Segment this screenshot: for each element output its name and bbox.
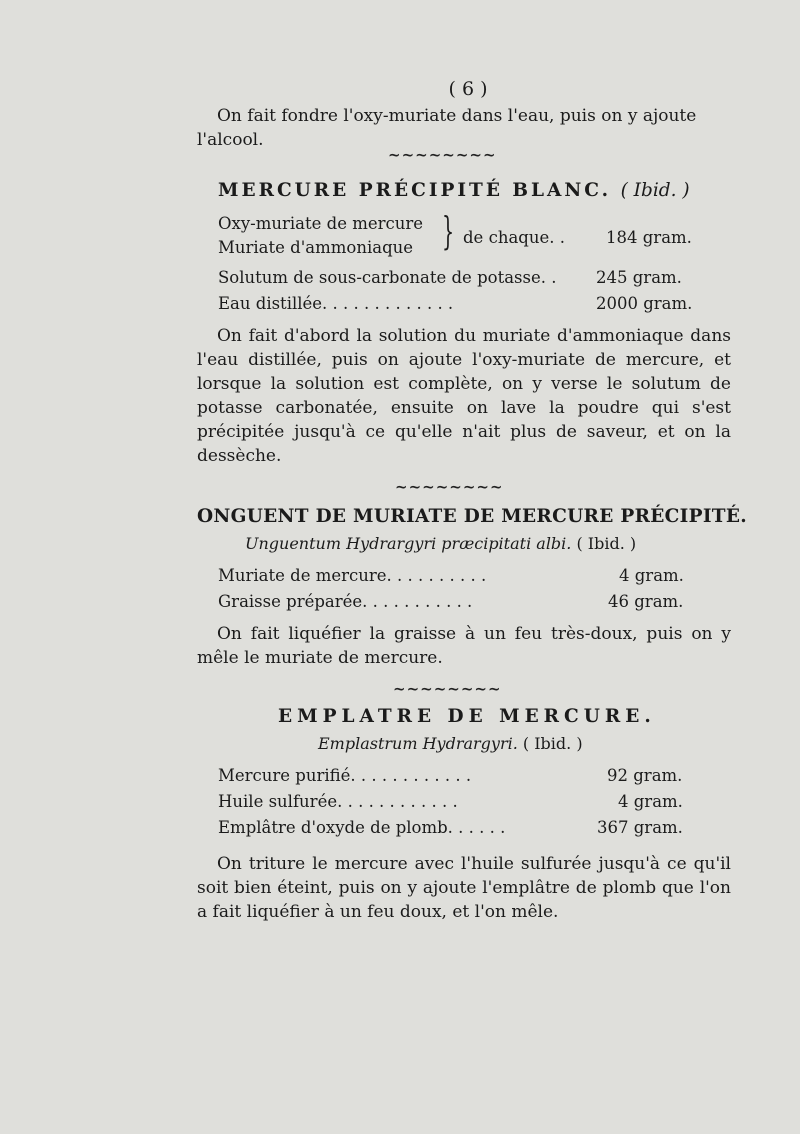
section-1-ref: ( Ibid. ) — [620, 180, 690, 201]
page-number: ( 6 ) — [448, 78, 488, 100]
section-2-paragraph: On fait liquéfier la graisse à un feu très-doux, puis on y mêle le muriate de mercure. — [197, 624, 731, 668]
section-1-title: MERCURE PRÉCIPITÉ BLANC. — [218, 180, 612, 201]
section-1-paragraph: On fait d'abord la solution du muriate d'ammoniaque dans l'eau distillée, puis on ajoute l'oxy-muriate de mercure, et lorsque la solution est complète, on y verse le solutum de potasse carbonatée, ensuite on lave la poudre qui s'est précipitée jusqu'à ce qu'elle n'ait plus de saveur, et on la dessèche. — [197, 326, 731, 466]
section-3-item-3-qty: 367 gram. — [597, 818, 683, 837]
section-2-item-1: Muriate de mercure. . . . . . . . . . — [218, 566, 487, 585]
section-1-brace-label: de chaque. . — [463, 228, 565, 247]
section-1-item-4: Eau distillée. . . . . . . . . . . . . — [218, 294, 454, 313]
section-2-item-1-qty: 4 gram. — [619, 566, 684, 585]
ornament-divider-1: ~~~~~~~~ — [388, 146, 497, 164]
section-3-ref: ( Ibid. ) — [522, 734, 583, 753]
section-3-item-2: Huile sulfurée. . . . . . . . . . . . — [218, 792, 458, 811]
section-2-item-2: Graisse préparée. . . . . . . . . . . — [218, 592, 473, 611]
section-1-brace-item-1: Oxy-muriate de mercure — [218, 214, 424, 233]
section-3-item-1: Mercure purifié. . . . . . . . . . . . — [218, 766, 472, 785]
section-3-subtitle — [318, 734, 583, 753]
section-1-item-3: Solutum de sous-carbonate de potasse. . — [218, 268, 557, 287]
ornament-divider-2: ~~~~~~~~ — [395, 478, 504, 496]
intro-line-2: l'alcool. — [197, 130, 264, 150]
section-2-subtitle — [245, 534, 636, 553]
ornament-divider-3: ~~~~~~~~ — [393, 680, 502, 698]
brace-symbol: } — [442, 209, 455, 253]
section-3-item-2-qty: 4 gram. — [618, 792, 683, 811]
section-1-brace-item-2: Muriate d'ammoniaque — [218, 238, 414, 257]
section-1-heading — [218, 180, 690, 201]
section-3-paragraph: On triture le mercure avec l'huile sulfurée jusqu'à ce qu'il soit bien éteint, puis on y ajoute l'emplâtre de plomb que l'on a fait liquéfier à un feu doux, et l'on mêle. — [197, 854, 731, 922]
section-1-item-4-qty: 2000 gram. — [596, 294, 693, 313]
section-1-brace-qty: 184 gram. — [606, 228, 692, 247]
section-2-ref: ( Ibid. ) — [576, 534, 637, 553]
section-2-item-2-qty: 46 gram. — [608, 592, 684, 611]
section-3-item-1-qty: 92 gram. — [607, 766, 683, 785]
section-2-latin: Unguentum Hydrargyri præcipitati albi. — [245, 534, 572, 553]
section-3-title: EMPLATRE DE MERCURE. — [278, 706, 656, 727]
section-3-latin: Emplastrum Hydrargyri. — [318, 734, 518, 753]
intro-line-1: On fait fondre l'oxy-muriate dans l'eau, puis on y ajoute — [217, 106, 697, 126]
intro-paragraph — [197, 104, 731, 152]
section-1-item-3-qty: 245 gram. — [596, 268, 682, 287]
section-2-title: ONGUENT DE MURIATE DE MERCURE PRÉCIPITÉ. — [197, 506, 747, 527]
section-3-item-3: Emplâtre d'oxyde de plomb. . . . . . — [218, 818, 506, 837]
